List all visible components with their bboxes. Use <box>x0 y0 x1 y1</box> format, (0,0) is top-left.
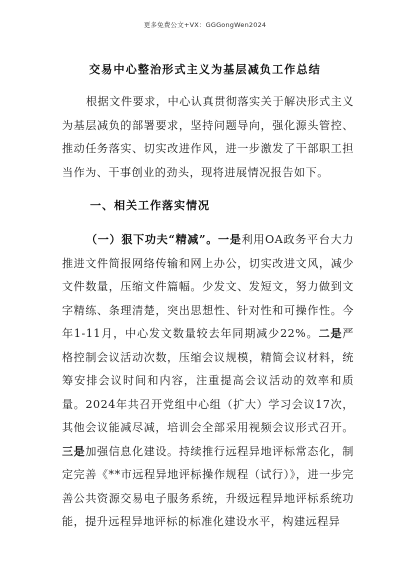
subsection-heading: （一）狠下功夫“精减”。 <box>86 233 219 246</box>
point-two-text: 严格控制会议活动次数，压缩会议规模，精简会议材料，统筹安排会议时间和内容，注重提高会议活动的效率和质量。2024年共召开党组中心组（扩大）学习会议17次，其他会议能减尽减，培训会全部采用视频会议形式召开。 <box>62 327 355 434</box>
intro-paragraph: 根据文件要求，中心认真贯彻落实关于解决形式主义为基层减负的部署要求，坚持问题导向，强化源头管控、推动任务落实、切实改进作风，进一步激发了干部职工担当作为、干事创业的劲头，现将进展情况报告如下。 <box>62 95 354 179</box>
header-note: 更多免费公文+VX：GGGongWen2024 <box>143 21 267 29</box>
point-three-text: 加强信息化建设。持续推行远程异地评标常态化，制定完善《**市远程异地评标操作规程（试行）》，进一步完善公共资源交易电子服务系统，升级远程异地评标系统功能，提升远程异地评标的标准化建设水平，构建远程异 <box>62 444 354 528</box>
point-two-label: 二是 <box>318 327 343 340</box>
point-three-label: 三是 <box>62 444 86 458</box>
body-paragraph <box>62 228 354 534</box>
point-one-label: 一是 <box>218 233 242 246</box>
document-title: 交易中心整治形式主义为基层减负工作总结 <box>89 63 321 76</box>
section-heading: 一、相关工作落实情况 <box>90 199 210 212</box>
point-one-text: 利用OA政务平台大力推进文件简报网络传输和网上办公，切实改进文风，减少文件数量，压缩文件篇幅。少发文、发短文，努力做到文字精练、条理清楚，突出思想性、针对性和可操作性。今年1-11月，中心发文数量较去年同期减少22%。 <box>62 233 354 340</box>
